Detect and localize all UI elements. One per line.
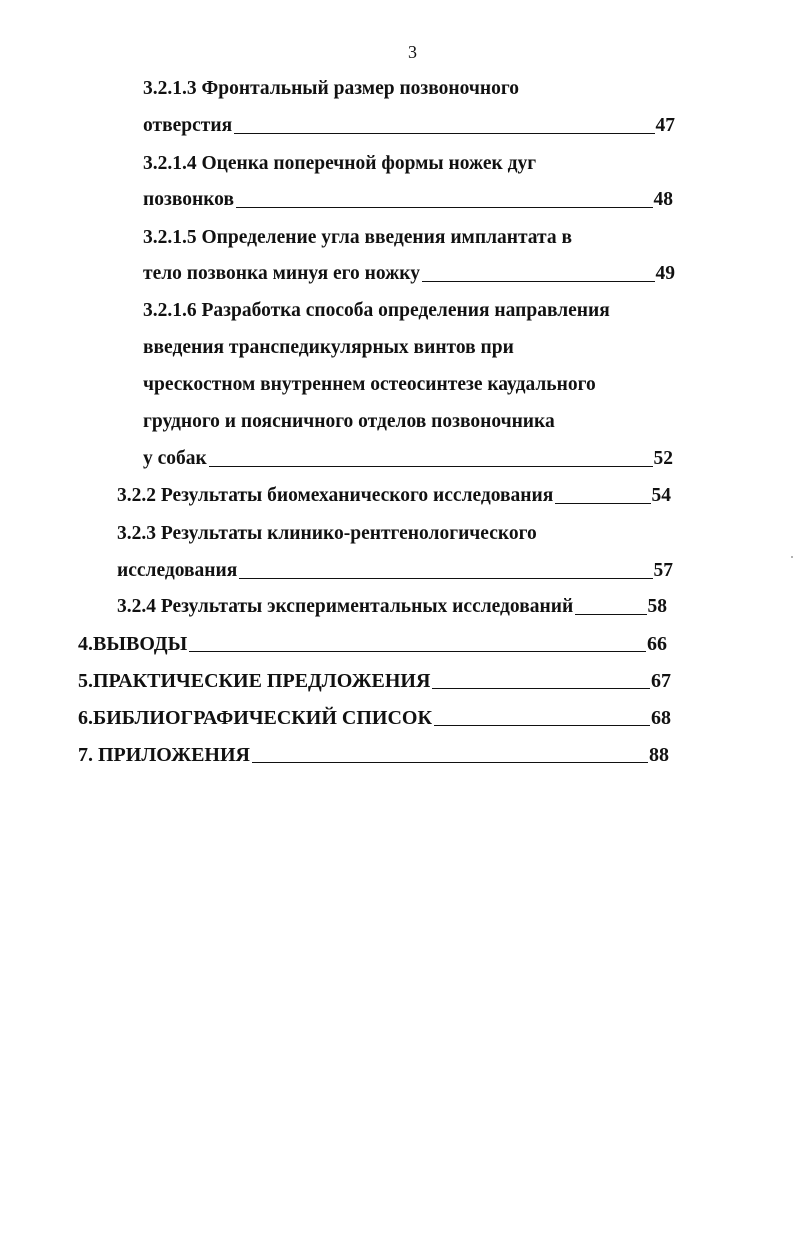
toc-entry-3-2-1-6: [143, 447, 673, 471]
toc-entry-conclusions: [78, 632, 667, 656]
toc-page-number: 66: [647, 633, 667, 655]
toc-entry-title: отверстия: [143, 115, 233, 136]
toc-entry-3-2-1-3-line-1: 3.2.1.3 Фронтальный размер позвоночного: [143, 78, 520, 99]
leader-line: [239, 578, 652, 579]
toc-entry-3-2-3: [117, 559, 673, 583]
toc-entry-3-2-1-6-line-3: чрескостном внутреннем остеосинтезе каудального: [143, 374, 596, 395]
toc-page-number: 52: [653, 448, 673, 469]
toc-page-number: 48: [653, 189, 673, 210]
toc-page-number: 49: [655, 263, 675, 284]
toc-entry-title: 5.ПРАКТИЧЕСКИЕ ПРЕДЛОЖЕНИЯ: [78, 670, 431, 692]
toc-entry-title: у собак: [143, 448, 207, 469]
toc-page-number: 54: [651, 485, 671, 506]
toc-entry-appendices: [78, 743, 669, 767]
toc-entry-3-2-2: [117, 484, 671, 508]
toc-page-number: 57: [653, 560, 673, 581]
toc-entry-title: 7. ПРИЛОЖЕНИЯ: [78, 744, 250, 766]
toc-entry-3-2-1-6-line-2: введения транспедикулярных винтов при: [143, 337, 514, 358]
leader-line: [236, 207, 653, 208]
toc-entry-bibliography: [78, 706, 671, 730]
toc-entry-3-2-1-4-line-1: 3.2.1.4 Оценка поперечной формы ножек дуг: [143, 153, 537, 174]
page-number: 3: [408, 42, 417, 62]
toc-entry-3-2-1-5-line-1: 3.2.1.5 Определение угла введения имплантата в: [143, 227, 573, 248]
leader-line: [209, 466, 653, 467]
toc-entry-3-2-1-3: [143, 114, 675, 138]
toc-entry-title: исследования: [117, 560, 238, 581]
leader-line: [189, 651, 646, 652]
toc-page-number: 88: [649, 744, 669, 766]
leader-line: [575, 614, 646, 615]
toc-entry-3-2-1-5: [143, 262, 675, 286]
toc-entry-title: 6.БИБЛИОГРАФИЧЕСКИЙ СПИСОК: [78, 707, 432, 729]
toc-entry-3-2-3-line-1: 3.2.3 Результаты клинико-рентгенологического: [117, 523, 537, 544]
toc-entry-title: 4.ВЫВОДЫ: [78, 633, 188, 655]
toc-entry-3-2-1-6-line-1: 3.2.1.6 Разработка способа определения направления: [143, 300, 610, 321]
toc-entry-3-2-1-6-line-4: грудного и поясничного отделов позвоночника: [143, 411, 555, 432]
toc-entry-title: тело позвонка минуя его ножку: [143, 263, 421, 284]
leader-line: [432, 688, 650, 689]
leader-line: [234, 133, 654, 134]
toc-page-number: 67: [651, 670, 671, 692]
toc-page-number: 47: [655, 115, 675, 136]
leader-line: [434, 725, 650, 726]
toc-entry-practical-proposals: [78, 669, 671, 693]
scan-speck: [791, 556, 793, 558]
leader-line: [422, 281, 654, 282]
toc-page-number: 68: [651, 707, 671, 729]
leader-line: [555, 503, 650, 504]
toc-page-number: 58: [647, 596, 667, 617]
toc-entry-title: 3.2.2 Результаты биомеханического исследования: [117, 485, 554, 506]
toc-entry-title: 3.2.4 Результаты экспериментальных исследований: [117, 596, 574, 617]
toc-entry-title: позвонков: [143, 189, 234, 210]
toc-entry-3-2-1-4: [143, 188, 673, 212]
toc-entry-3-2-4: [117, 595, 667, 619]
leader-line: [252, 762, 648, 763]
